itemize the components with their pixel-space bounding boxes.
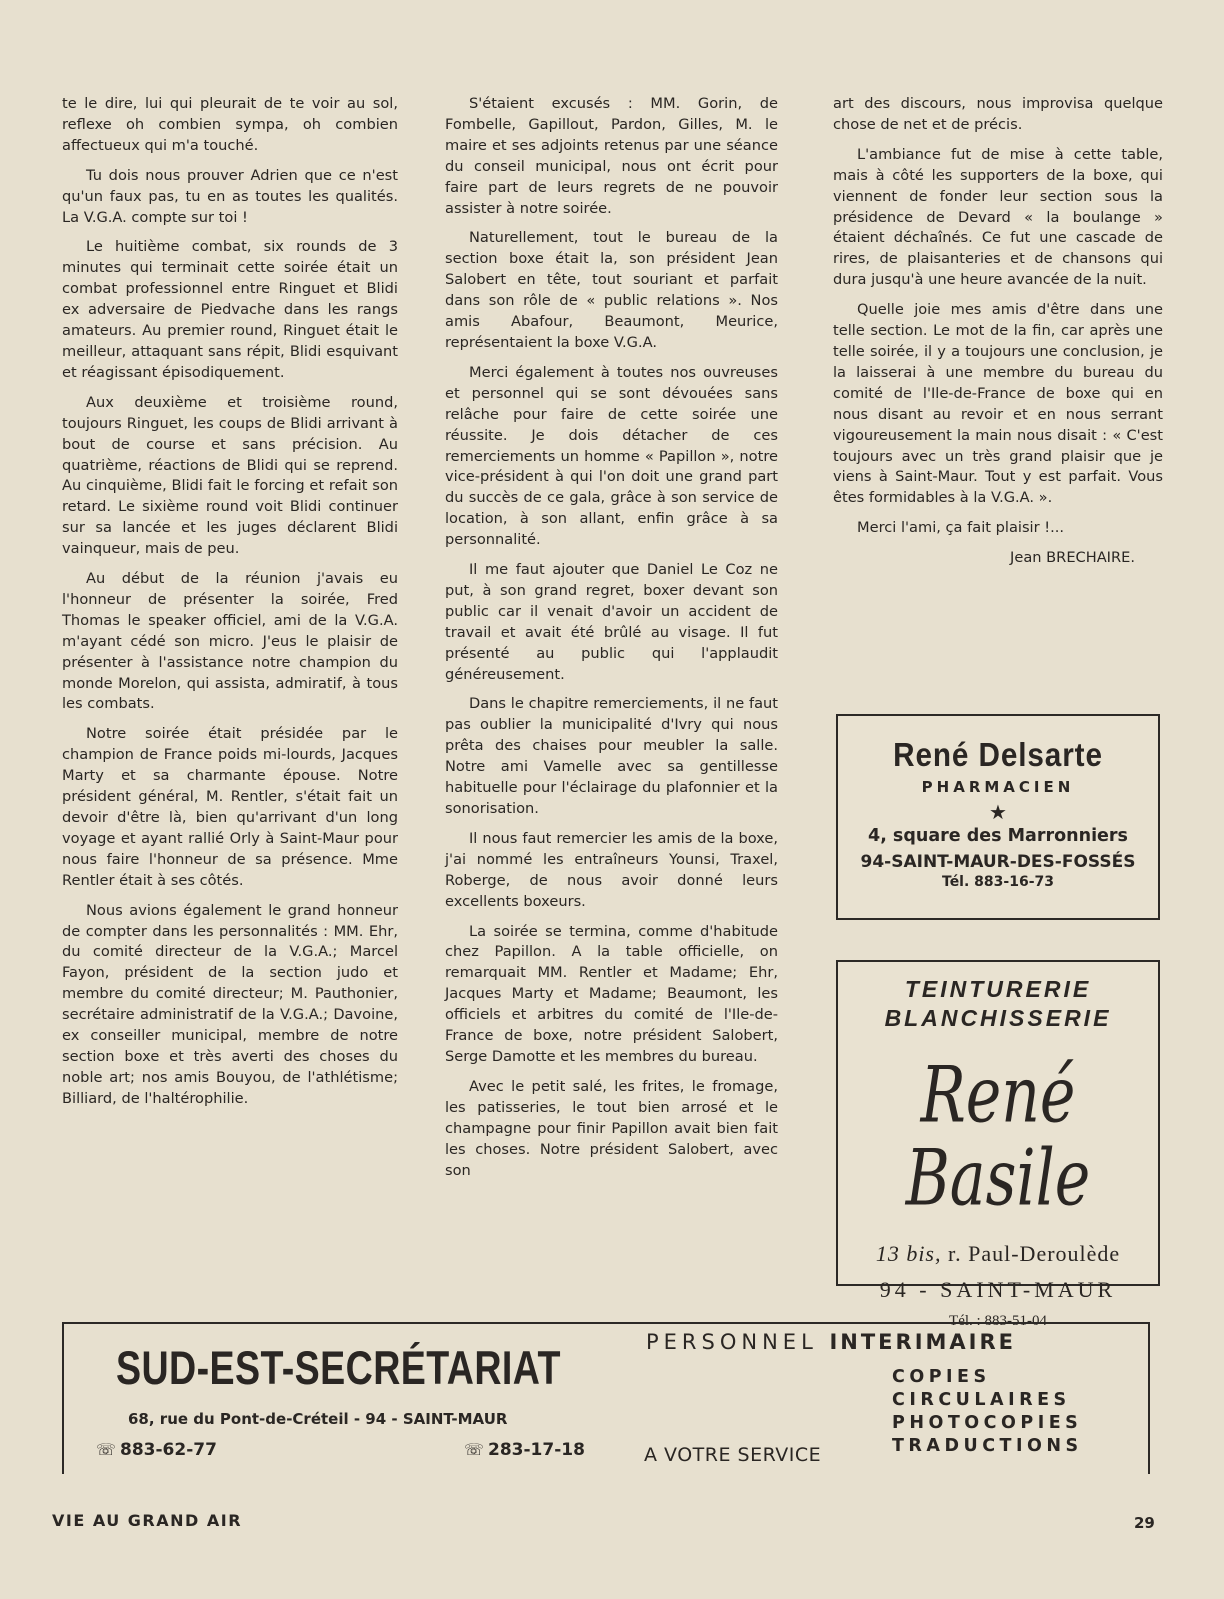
paragraph: Nous avions également le grand honneur de compter dans les personnalités : MM. Ehr, du comité directeur de la V.G.A.; Marcel Fayon, président de la section judo et membre du comité directeur; M. Pauthonier, secrétaire administratif de la V.G.A.; Davoine, ex conseiller municipal, membre de notre section boxe et très averti des choses du noble art; nos amis Bouyou, de l'athlétisme; Billiard, de l'haltérophilie. <box>62 901 398 1107</box>
service-list <box>892 1366 1083 1458</box>
paragraph: te le dire, lui qui pleurait de te voir au sol, reflexe oh combien sympa, oh combien affectueux qui m'a touché. <box>62 95 398 154</box>
address-street: r. Paul-Deroulède <box>948 1241 1121 1266</box>
advertiser-phone-2: ☏ 283-17-18 <box>464 1440 585 1460</box>
advertiser-name: SUD-EST-SECRÉTARIAT <box>116 1341 561 1394</box>
article-column-1 <box>62 94 398 1119</box>
secretariat-advertisement <box>62 1322 1150 1474</box>
advertiser-city: 94 - SAINT-MAUR <box>879 1277 1117 1302</box>
paragraph: L'ambiance fut de mise à cette table, mais à côté les supporters de la boxe, qui viennent de fonder leur section sous la présidence de Devard « la boulange » étaient déchaînés. Ce fut une cascade de rires, de plaisanteries et de chansons qui dura jusqu'à une heure avancée de la nuit. <box>833 145 1163 289</box>
paragraph: Il me faut ajouter que Daniel Le Coz ne put, à son grand regret, boxer devant son public car il venait d'avoir un accident de travail et avait été brûlé au visage. Il fut présenté au public qui l'applaudit généreusement. <box>445 561 778 683</box>
dry-cleaner-advertisement <box>836 960 1160 1329</box>
advertiser-phone: Tél. : 883-51-04 <box>949 1313 1047 1329</box>
advertiser-city: 94-SAINT-MAUR-DES-FOSSÉS <box>860 852 1136 872</box>
telephone-icon: ☏ <box>464 1440 485 1459</box>
business-type-line-2: BLANCHISSERIE <box>884 1005 1112 1031</box>
paragraph: Tu dois nous prouver Adrien que ce n'est qu'un faux pas, tu en as toutes les qualités. La V.G.A. compte sur toi ! <box>62 166 398 226</box>
paragraph: Au début de la réunion j'avais eu l'honneur de présenter la soirée, Fred Thomas le speaker officiel, ami de la V.G.A. m'ayant cédé son micro. J'eus le plaisir de présenter à l'assistance notre champion du monde Morelon, qui assista, admiratif, à tous les combats. <box>62 570 398 713</box>
paragraph: Il nous faut remercier les amis de la boxe, j'ai nommé les entraîneurs Younsi, Traxel, Roberge, de nous avoir donné leurs excellents boxeurs. <box>445 829 778 910</box>
star-icon: ★ <box>989 800 1007 824</box>
pharmacy-advertisement <box>836 714 1160 920</box>
service-tagline: A VOTRE SERVICE <box>644 1444 822 1466</box>
publication-name: VIE AU GRAND AIR <box>52 1511 243 1530</box>
paragraph: Notre soirée était présidée par le champion de France poids mi-lourds, Jacques Marty et sa charmante épouse. Notre président général, M. Rentler, s'était fait un devoir d'être là, bien qu'arrivant d'un long voyage et ayant rallié Orly à Saint-Maur pour nous faire l'honneur de sa présence. Mme Rentler était à ses côtés. <box>62 725 398 889</box>
telephone-icon: ☏ <box>96 1440 117 1459</box>
paragraph: Naturellement, tout le bureau de la section boxe était la, son président Jean Salobert en tête, tout souriant et parfait dans son rôle de « public relations ». Nos amis Abafour, Beaumont, Meurice, représentaient la boxe V.G.A. <box>445 229 778 351</box>
service-heading <box>646 1330 1016 1354</box>
page-number: 29 <box>1134 1514 1155 1532</box>
service-item: PHOTOCOPIES <box>892 1413 1083 1433</box>
advertiser-address: 4, square des Marronniers <box>868 826 1128 846</box>
service-item: TRADUCTIONS <box>892 1436 1083 1456</box>
advertiser-phone: Tél. 883-16-73 <box>942 874 1054 890</box>
advertiser-profession: PHARMACIEN <box>921 778 1075 796</box>
paragraph: Avec le petit salé, les frites, le fromage, les patisseries, le tout bien arrosé et le champagne pour finir Papillon avait bien fait les choses. Notre président Salobert, avec son <box>445 1077 778 1179</box>
paragraph: La soirée se termina, comme d'habitude chez Papillon. A la table officielle, on remarquait MM. Rentler et Madame; Ehr, Jacques Marty et Madame; Beaumont, les officiels et arbitres du comité de l'Ile-de-France de boxe, notre président Salobert, Serge Damotte et les membres du bureau. <box>445 922 778 1065</box>
service-item: CIRCULAIRES <box>892 1390 1071 1410</box>
advertiser-phone-1: ☏ 883-62-77 <box>96 1440 217 1460</box>
article-column-2 <box>445 94 778 1190</box>
service-item: COPIES <box>892 1367 991 1387</box>
paragraph: art des discours, nous improvisa quelque chose de net et de précis. <box>833 95 1163 133</box>
paragraph: Quelle joie mes amis d'être dans une telle section. Le mot de la fin, car après une telle soirée, il y a toujours une conclusion, je la laisserai à une membre du bureau du comité de l'Ile-de-France de boxe qui en nous disant au revoir et en nous serrant vigoureusement la main nous disait : « C'est toujours avec un très grand plaisir que je viens à Saint-Maur. Tout y est parfait. Vous êtes formidables à la V.G.A. ». <box>833 301 1163 507</box>
author-signature: Jean BRECHAIRE. <box>1010 549 1135 567</box>
paragraph: Le huitième combat, six rounds de 3 minutes qui terminait cette soirée était un combat professionnel entre Ringuet et Blidi ex adversaire de Piedvache dans les rangs amateurs. Au premier round, Ringuet était le meilleur, attaquant sans répit, Blidi esquivant et réagissant épisodiquement. <box>62 238 398 381</box>
address-number: 13 bis, <box>875 1241 942 1266</box>
paragraph: Merci l'ami, ça fait plaisir !... <box>857 519 1065 537</box>
advertiser-address <box>838 1241 1158 1267</box>
business-type-line-1: TEINTURERIE <box>904 976 1092 1002</box>
paragraph: Aux deuxième et troisième round, toujours Ringuet, les coups de Blidi arrivant à bout de course et sans précision. Au quatrième, réactions de Blidi qui se reprend. Au cinquième, Blidi fait le forcing et refait son retard. Le sixième round voit Blidi continuer sur sa lancée et les juges déclarent Blidi vainqueur, mais de peu. <box>62 393 398 558</box>
advertiser-name: René Delsarte <box>893 736 1103 773</box>
paragraph: S'étaient excusés : MM. Gorin, de Fombelle, Gapillout, Pardon, Gilles, M. le maire et ses adjoints retenus par une séance du conseil municipal, nous ont écrit pour faire part de leurs regrets de ne pouvoir assister à notre soirée. <box>445 95 778 217</box>
paragraph: Merci également à toutes nos ouvreuses et personnel qui se sont dévouées sans relâche pour faire de cette soirée une réussite. Je dois détacher de ces remerciements un homme « Papillon », notre vice-président à qui l'on doit une grand part du succès de ce gala, grâce à son service de location, à son allant, enfin grâce à sa personnalité. <box>445 363 778 549</box>
service-heading-word-1: PERSONNEL <box>646 1330 818 1354</box>
paragraph: Dans le chapitre remerciements, il ne faut pas oublier la municipalité d'Ivry qui nous prêta des chaises pour meubler la salle. Notre ami Vamelle avec sa gentillesse habituelle pour l'éclairage du plafonnier et la sonorisation. <box>445 695 778 817</box>
article-column-3 <box>833 94 1163 578</box>
advertiser-address: 68, rue du Pont-de-Créteil - 94 - SAINT-MAUR <box>128 1410 508 1428</box>
service-heading-word-2: INTERIMAIRE <box>829 1330 1016 1354</box>
advertiser-name-script: René Basile <box>905 1049 1091 1225</box>
